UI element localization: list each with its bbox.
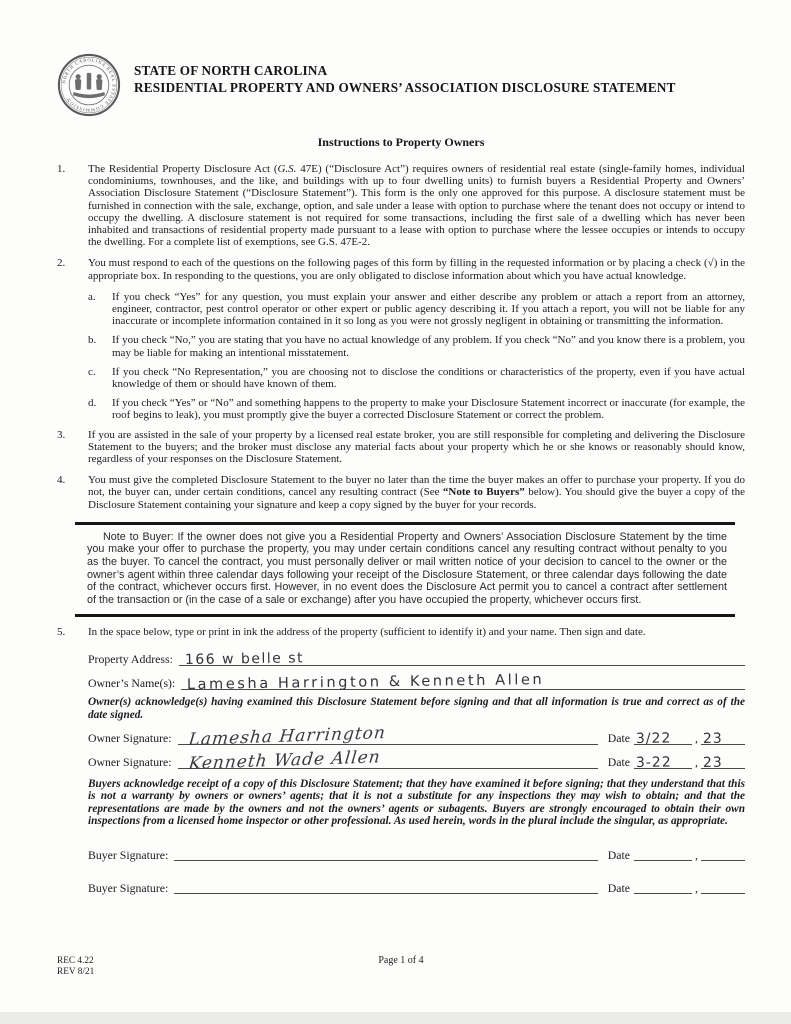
item-number: 5. — [57, 626, 66, 639]
instruction-item-2 — [57, 257, 745, 281]
note-to-buyer-box: Note to Buyer: If the owner does not give you a Residential Property and Owners’ Association Disclosure Statement by the time you make your offer to purchase the property, you may under certain conditions cancel any resulting contract without penalty to you as the buyer. To cancel the contract, you must personally deliver or mail written notice of your decision to cancel to the owner or the owner’s agent within three calendar days following your receipt of the Disclosure Statement, or three calendar days following the date of the contract, whichever occurs first. However, in no event does the Disclosure Act permit you to cancel a contract after settlement of the transaction or (in the case of a sale or exchange) after you have occupied the property, whichever occurs first. — [75, 522, 735, 618]
buyer-signature-field — [174, 876, 597, 894]
form-rec-number: REC 4.22 — [57, 956, 94, 966]
date-year-field — [701, 876, 745, 894]
item-letter: d. — [88, 397, 97, 410]
page-footer — [57, 956, 745, 977]
nc-real-estate-commission-seal-icon — [57, 52, 121, 118]
owner-signature-label: Owner Signature: — [88, 755, 172, 770]
buyer-signature-row-2 — [88, 876, 745, 894]
owners-names-field — [181, 672, 745, 694]
owners-names-value: Lamesha Harrington & Kenneth Allen — [187, 672, 545, 694]
seal-circular-text: NORTH CAROLINA REAL ESTATE COMMISSION — [61, 57, 117, 113]
item-text: In the space below, type or print in ink the address of the property (sufficient to identify it) and your name. Then sign and date. — [88, 626, 646, 639]
item-text: You must respond to each of the questions on the following pages of this form by filling in the requested information or by placing a check (√) in the appropriate box. In responding to the questions, you are only obligated to disclose information about which you have actual knowledge. — [88, 257, 745, 282]
property-address-row — [88, 648, 745, 669]
item-text: You must give the completed Disclosure Statement to the buyer no later than the time the buyer makes an offer to purchase your property. If you do not, the buyer can, under certain conditions, cancel any resulting contract (See “Note to Buyers” below). You should give the buyer a copy of the Disclosure Statement containing your signature and keep a copy signed by the buyer for your records. — [88, 474, 745, 511]
date-month-day-field — [634, 843, 692, 861]
item-number: 2. — [57, 257, 66, 270]
date-year-field — [701, 727, 745, 748]
date-year-value: 23 — [702, 731, 723, 748]
item-number: 3. — [57, 428, 66, 441]
date-label: Date — [607, 847, 630, 862]
page-number: Page 1 of 4 — [378, 955, 424, 966]
date-comma: , — [695, 755, 698, 770]
date-month-day-field — [634, 751, 692, 772]
instructions-list — [57, 163, 745, 894]
owner-signature-row-1 — [88, 723, 745, 751]
owner-signature-field — [178, 723, 598, 751]
document-title: RESIDENTIAL PROPERTY AND OWNERS’ ASSOCIATION DISCLOSURE STATEMENT — [134, 79, 676, 95]
owner-signature-value: Lamesha Harrington — [187, 723, 387, 751]
property-address-label: Property Address: — [88, 652, 173, 667]
instruction-item-2b — [88, 334, 745, 358]
item-number: 4. — [57, 474, 66, 487]
owners-names-row — [88, 672, 745, 694]
date-label: Date — [607, 755, 630, 770]
instruction-item-5 — [57, 626, 745, 638]
owner-signature-value: Kenneth Wade Allen — [187, 747, 382, 775]
date-month-day-field — [634, 876, 692, 894]
date-comma: , — [695, 731, 698, 746]
form-rev-date: REV 8/21 — [57, 966, 95, 977]
date-year-field — [701, 751, 745, 772]
date-label: Date — [607, 731, 630, 746]
instruction-item-2d — [88, 397, 745, 421]
document-header — [57, 50, 745, 118]
instruction-item-2c — [88, 366, 745, 390]
owner-signature-row-2 — [88, 747, 745, 775]
owners-names-label: Owner’s Name(s): — [88, 676, 176, 691]
item-letter: a. — [88, 290, 96, 303]
item-letter: b. — [88, 334, 97, 347]
instructions-heading: Instructions to Property Owners — [317, 135, 485, 149]
item-text: If you check “No,” you are stating that you have no actual knowledge of any problem. If you check “No” and you know there is a problem, you may be liable for making an intentional misstatement. — [112, 334, 745, 359]
property-address-value: 166 w belle st — [184, 650, 305, 669]
item-text: If you check “Yes” for any question, you must explain your answer and either describe any problem or attach a report from an attorney, engineer, contractor, pest control operator or other expert or public agency describing it. If you attach a report, you will not be liable for any inaccurate or incomplete information contained in it so long as you were not grossly negligent in obtaining or transmitting the information. — [112, 290, 745, 328]
buyers-acknowledgement-text: Buyers acknowledge receipt of a copy of this Disclosure Statement; that they have examined it before signing; that they understand that this is not a warranty by owners or owners’ agents; that it is not a substitute for any inspections they may wish to obtain; and that the representations are made by the owners and not the owners’ agents or subagents. Buyers are strongly encouraged to obtain their own inspections from a licensed home inspector or other professional. As used herein, words in the plural include the singular, as appropriate. — [88, 777, 745, 828]
date-comma: , — [695, 880, 698, 895]
date-month-day-value: 3-22 — [635, 754, 672, 772]
buyer-signature-field — [174, 843, 597, 861]
item-text: If you check “Yes” or “No” and something happens to the property to make your Disclosure Statement incorrect or inaccurate (for example, the roof begins to leak), you must promptly give the buyer a corrected Disclosure Statement or correct the problem. — [112, 397, 745, 422]
buyer-signature-label: Buyer Signature: — [88, 847, 169, 862]
seal-figures — [73, 73, 105, 98]
item-text: If you check “No Representation,” you are choosing not to disclose the conditions or characteristics of the property, even if you have actual knowledge of them or should have known of them. — [112, 365, 745, 391]
item-text: The Residential Property Disclosure Act (G.S. 47E) (“Disclosure Act”) requires owners of residential real estate (single-family homes, individual condominiums, townhouses, and the like, and buildings with up to four dwelling units) to furnish buyers a Residential Property and Owners’ Association Disclosure Statement (“Disclosure Statement”). This form is the only one approved for this purpose. A disclosure statement must be furnished in connection with the sale, exchange, option, and sale under a lease with option to purchase where the tenant does not occupy or intend to occupy the dwelling. A disclosure statement is not required for some transactions, including the first sale of a dwelling which has never been inhabited and transactions of residential property made pursuant to a lease with option to purchase where the lessee occupies or intends to occupy the dwelling. For a complete list of exemptions, see G.S. 47E-2. — [88, 163, 745, 249]
signature-section — [88, 648, 745, 894]
buyer-signature-row-1 — [88, 843, 745, 861]
item-number: 1. — [57, 163, 66, 175]
date-label: Date — [607, 880, 630, 895]
instruction-item-1 — [57, 163, 745, 248]
owner-signature-field — [178, 747, 598, 775]
date-month-day-value: 3/22 — [635, 730, 672, 748]
owner-acknowledgement-text: Owner(s) acknowledge(s) having examined this Disclosure Statement before signing and that all information is true and correct as of the date signed. — [88, 695, 745, 721]
owner-signature-label: Owner Signature: — [88, 731, 172, 746]
property-address-field — [179, 648, 745, 669]
scan-edge — [0, 1012, 791, 1024]
buyer-signature-label: Buyer Signature: — [88, 880, 169, 895]
date-month-day-field — [634, 727, 692, 748]
item-letter: c. — [88, 365, 96, 378]
instruction-item-3 — [57, 429, 745, 466]
state-title: STATE OF NORTH CAROLINA — [134, 63, 328, 78]
date-year-value: 23 — [702, 755, 723, 772]
date-comma: , — [695, 847, 698, 862]
date-year-field — [701, 843, 745, 861]
instruction-item-4 — [57, 474, 745, 511]
instruction-item-2a — [88, 291, 745, 328]
item-text: If you are assisted in the sale of your property by a licensed real estate broker, you are still responsible for completing and delivering the Disclosure Statement to the buyers; and the broker must disclose any material facts about your property which he or she knows or reasonably should know, regardless of your responses on the Disclosure Statement. — [88, 428, 745, 466]
